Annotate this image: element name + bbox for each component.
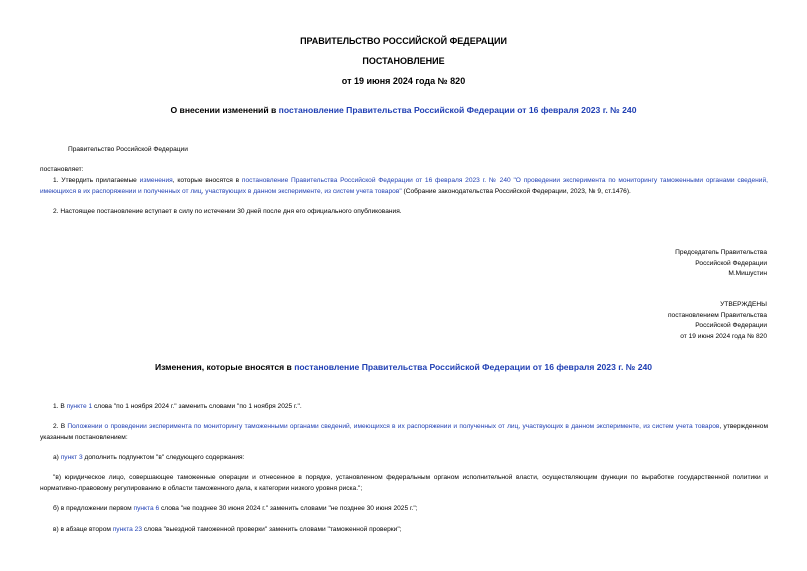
- point-23-link[interactable]: пункта 23: [112, 526, 142, 533]
- point-3-link[interactable]: пункт 3: [60, 454, 83, 461]
- point-1-link[interactable]: пункте 1: [66, 403, 93, 410]
- change-subitem-a: [53, 453, 244, 464]
- paragraph-1-text-c: (Собрание законодательства Российской Федерации, 2023, № 9, ст.1476).: [401, 187, 631, 195]
- approval-block: [668, 300, 767, 342]
- document-type: ПОСТАНОВЛЕНИЕ: [362, 56, 445, 66]
- change-item-1-text-a: 1. В: [53, 403, 67, 410]
- change-subitem-v-text-a: в) в абзаце втором: [53, 526, 113, 533]
- decree-240-full-link[interactable]: постановление Правительства Российской Федерации от 16 февраля 2023 г. № 240 "О проведении эксперимента по мониторингу таможенными органами сведений, имеющихся в их распоряжении и полученных от лиц, участвующих в данном эксперименте, из систем учета товаров": [40, 177, 768, 195]
- paragraph-1-text-b: , которые вносятся в: [172, 177, 242, 184]
- paragraph-1: [40, 176, 768, 197]
- change-item-1: [53, 402, 302, 413]
- document-date-number: от 19 июня 2024 года № 820: [341, 76, 466, 86]
- change-subitem-v: [53, 525, 402, 536]
- change-subitem-b: [53, 504, 418, 515]
- change-subitem-a-text-a: а): [53, 454, 61, 461]
- paragraph-1-text-a: 1. Утвердить прилагаемые: [53, 177, 140, 184]
- change-subitem-b-text-a: б) в предложении первом: [53, 505, 134, 512]
- change-item-2-text-b: , утвержденном указанным постановлением:: [40, 423, 768, 441]
- change-item-1-text-b: слова "по 1 ноября 2024 г." заменить словами "по 1 ноября 2025 г.".: [92, 403, 302, 410]
- signature-line-1: Председатель Правительства: [675, 249, 767, 256]
- change-quote: "в) юридическое лицо, совершающее таможенные операции и отнесенное в порядке, установленном федеральным органом исполнительной власти, осуществляющим функции по выработке государственной политики и нормативно-правовому регулированию в области таможенного дела, к категории низкого уровня риска.";: [40, 474, 768, 492]
- government-heading: ПРАВИТЕЛЬСТВО РОССИЙСКОЙ ФЕДЕРАЦИИ: [300, 36, 507, 46]
- changes-link[interactable]: изменения: [139, 177, 173, 184]
- approval-line-4: от 19 июня 2024 года № 820: [680, 332, 767, 340]
- changes-title-prefix: Изменения, которые вносятся в: [154, 362, 295, 372]
- point-6-link[interactable]: пункта 6: [133, 505, 160, 512]
- change-subitem-b-text-b: слова "не позднее 30 июня 2024 г." заменить словами "не позднее 30 июня 2025 г.";: [159, 505, 418, 512]
- changes-decree-240-link[interactable]: постановление Правительства Российской Федерации от 16 февраля 2023 г. № 240: [294, 362, 653, 372]
- change-item-2-text-a: 2. В: [53, 423, 68, 430]
- signature-line-2: Российской Федерации: [695, 259, 767, 267]
- decree-240-link[interactable]: постановление Правительства Российской Федерации от 16 февраля 2023 г. № 240: [278, 105, 637, 115]
- regulation-link[interactable]: Положении о проведении эксперимента по мониторингу таможенными органами сведений, имеющихся в их распоряжении и полученных от лиц, участвующих в данном эксперименте, из систем учета товаров: [67, 423, 720, 430]
- decree-word: постановляет:: [40, 166, 84, 173]
- approval-line-2: постановлением Правительства: [667, 311, 767, 319]
- signature-name: М.Мишустин: [728, 270, 767, 277]
- signature-block: [675, 248, 767, 280]
- document-title-prefix: О внесении изменений в: [170, 105, 279, 115]
- change-subitem-v-text-b: слова "выездной таможенной проверки" заменить словами "таможенной проверки";: [141, 526, 402, 533]
- change-subitem-a-text-b: дополнить подпунктом "в" следующего содержания:: [82, 454, 245, 461]
- approval-line-3: Российской Федерации: [695, 322, 767, 329]
- document-title: [0, 105, 807, 115]
- paragraph-2: 2. Настоящее постановление вступает в силу по истечении 30 дней после дня его официального опубликования.: [53, 208, 402, 215]
- changes-title: [0, 362, 807, 372]
- approval-line-1: УТВЕРЖДЕНЫ: [720, 301, 767, 308]
- change-item-2: [40, 422, 768, 443]
- intro-text: Правительство Российской Федерации: [68, 146, 188, 153]
